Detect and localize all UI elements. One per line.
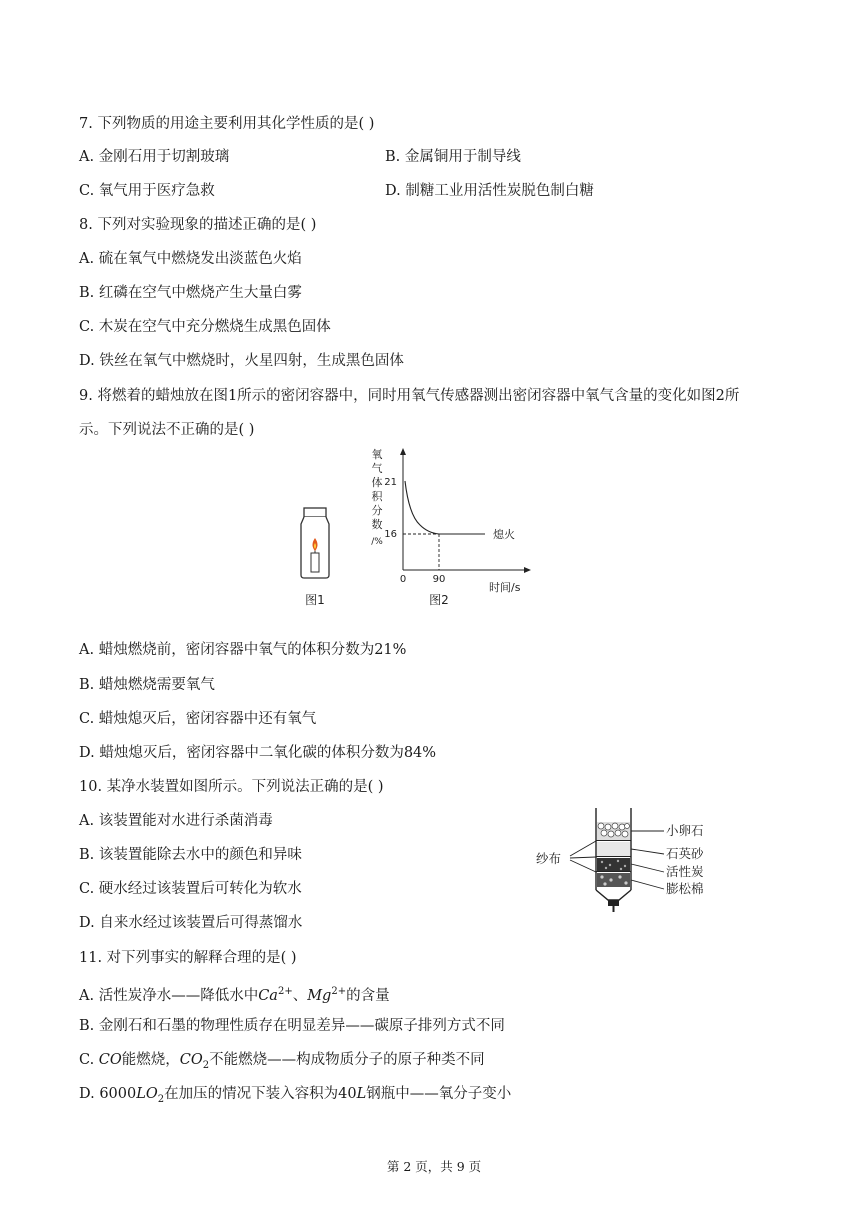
label-gauze: 纱布 <box>536 851 562 866</box>
q11-d-lo: LO <box>136 1086 158 1102</box>
fig2-oxygen-chart <box>365 445 545 610</box>
q11-d-l: L <box>356 1086 367 1102</box>
q11-d-prefix: D. 6000 <box>79 1086 137 1102</box>
x-axis-label: 时间/s <box>489 581 521 594</box>
q10-option-c: C. 硬水经过该装置后可转化为软水 <box>79 881 302 897</box>
q7-stem: 7. 下列物质的用途主要利用其化学性质的是( ) <box>79 116 375 132</box>
q11-c-post: 不能燃烧——构成物质分子的原子种类不同 <box>209 1052 485 1068</box>
y-label-char-2: 气 <box>371 462 383 475</box>
q11-a-text-post: 的含量 <box>346 987 390 1004</box>
y-axis-arrow <box>400 448 406 455</box>
q11-c-sub: 2 <box>202 1059 210 1071</box>
page-footer: 第 2 页，共 9 页 <box>386 1159 482 1174</box>
q9-option-a: A. 蜡烛燃烧前，密闭容器中氧气的体积分数为21% <box>79 642 407 658</box>
q11-option-d <box>79 1084 511 1110</box>
label-cotton: 膨松棉 <box>666 881 704 896</box>
q8-option-c: C. 木炭在空气中充分燃烧生成黑色固体 <box>79 319 331 335</box>
q11-a-sup1: 2+ <box>277 986 293 997</box>
y-tick-16: 16 <box>384 529 397 540</box>
water-purifier-diagram <box>532 806 722 921</box>
q10-option-a: A. 该装置能对水进行杀菌消毒 <box>79 813 273 829</box>
q11-option-c <box>79 1050 485 1076</box>
label-pebble: 小卵石 <box>666 823 704 838</box>
q9-option-c: C. 蜡烛熄灭后，密闭容器中还有氧气 <box>79 711 317 727</box>
q7-option-a: A. 金刚石用于切割玻璃 <box>79 149 230 165</box>
q11-stem: 11. 对下列事实的解释合理的是( ) <box>79 950 297 966</box>
x-axis-arrow <box>524 567 531 573</box>
y-label-char-3: 体 <box>371 476 383 489</box>
oxygen-curve <box>405 481 485 534</box>
y-tick-21: 21 <box>384 477 397 488</box>
q11-a-sup2: 2+ <box>331 986 347 997</box>
q11-option-a <box>79 982 390 1006</box>
q11-option-b: B. 金刚石和石墨的物理性质存在明显差异——碳原子排列方式不同 <box>79 1018 505 1034</box>
fig2-caption: 图2 <box>429 593 449 607</box>
q11-d-post: 钢瓶中——氧分子变小 <box>366 1086 512 1102</box>
q8-stem: 8. 下列对实验现象的描述正确的是( ) <box>79 217 317 233</box>
q11-c-co2: CO <box>179 1052 203 1068</box>
label-carbon: 活性炭 <box>666 864 704 879</box>
fig1-candle-jar <box>290 500 345 610</box>
x-tick-90: 90 <box>432 574 446 585</box>
q11-a-sep: 、 <box>292 987 308 1004</box>
q9-option-d: D. 蜡烛熄灭后，密闭容器中二氧化碳的体积分数为84% <box>79 745 437 761</box>
q10-stem: 10. 某净水装置如图所示。下列说法正确的是( ) <box>79 779 384 795</box>
y-label-char-4: 积 <box>371 490 383 503</box>
q9-stem-line2: 示。下列说法不正确的是( ) <box>79 422 255 438</box>
y-label-unit: /% <box>371 537 383 547</box>
y-label-char-5: 分 <box>371 504 383 517</box>
fig1-caption: 图1 <box>305 593 325 607</box>
q9-stem-line1: 9. 将燃着的蜡烛放在图1所示的密闭容器中，同时用氧气传感器测出密闭容器中氧气含量的变化如图2所 <box>79 388 740 404</box>
q10-option-d: D. 自来水经过该装置后可得蒸馏水 <box>79 915 303 931</box>
q8-option-a: A. 硫在氧气中燃烧发出淡蓝色火焰 <box>79 251 302 267</box>
q11-a-ion2: Mg <box>307 987 332 1004</box>
y-label-char-1: 氧 <box>371 448 383 461</box>
q11-a-text-pre: A. 活性炭净水——降低水中 <box>79 987 259 1004</box>
chart-annotation: 熄火 <box>493 528 515 541</box>
q11-c-co: CO <box>98 1052 122 1068</box>
x-tick-0: 0 <box>399 574 407 585</box>
label-sand: 石英砂 <box>666 846 704 861</box>
y-label-char-6: 数 <box>371 518 383 531</box>
q7-option-c: C. 氧气用于医疗急救 <box>79 183 215 199</box>
q10-option-b: B. 该装置能除去水中的颜色和异味 <box>79 847 302 863</box>
q7-option-d: D. 制糖工业用活性炭脱色制白糖 <box>385 183 594 199</box>
q9-option-b: B. 蜡烛燃烧需要氧气 <box>79 677 215 693</box>
q8-option-b: B. 红磷在空气中燃烧产生大量白雾 <box>79 285 302 301</box>
q8-option-d: D. 铁丝在氧气中燃烧时，火星四射，生成黑色固体 <box>79 353 404 369</box>
q11-d-sub: 2 <box>157 1093 165 1105</box>
q11-d-mid: 在加压的情况下装入容积为40 <box>164 1086 357 1102</box>
q11-c-mid: 能燃烧， <box>121 1052 180 1068</box>
q11-a-ion1: Ca <box>258 987 278 1004</box>
q7-option-b: B. 金属铜用于制导线 <box>385 149 521 165</box>
q11-c-prefix: C. <box>79 1052 99 1068</box>
